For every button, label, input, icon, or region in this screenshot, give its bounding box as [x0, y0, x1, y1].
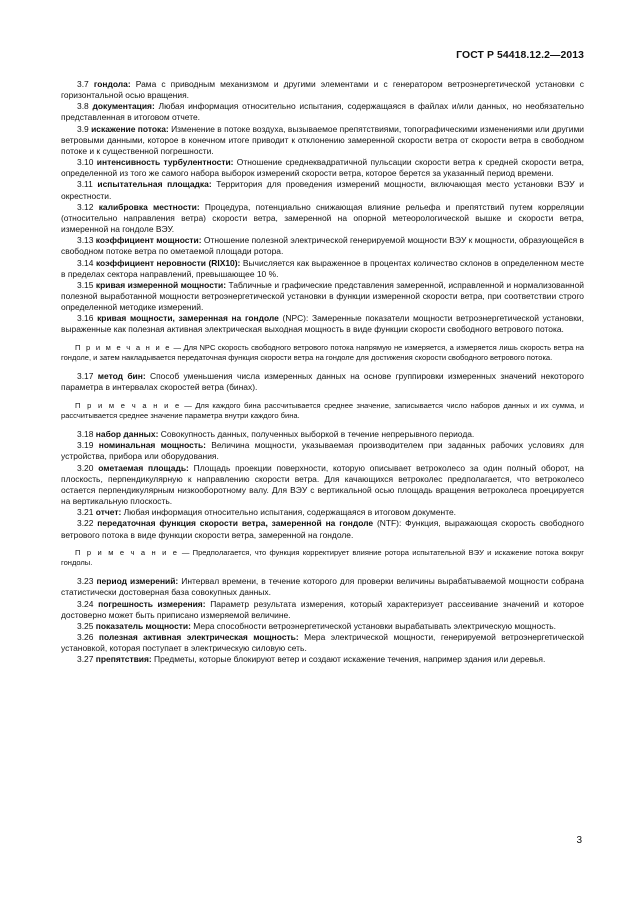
definition-item — [61, 440, 584, 462]
note-label: П р и м е ч а н и е — [75, 342, 172, 352]
clause-number: 3.12 — [77, 201, 94, 212]
note-text: — Для каждого бина рассчитывается среднее значение, записывается число наборов данных и их сумма, и рассчитывается среднее значение параметра внутри каждого бина. — [61, 400, 584, 421]
definition-text: Площадь проекции поверхности, которую описывает ветроколесо за один полный оборот, на плоскость, перпендикулярную к направлению скорости ветра. Для качающихся ветроколес предполагается, что ветроколесо остается перпендикулярным низкооборотному валу. Для ВЭУ с вертикальной осью площадь вращения ветроколеса проецируется на вертикальную плоскость. — [61, 462, 584, 507]
definition-text: Табличные и графические представления замеренной, исправленной и нормализованной полезной выработанной мощности ветроэнергетической установки в функции измеренной скорости ветра, при соответствии строго определенной методике измерений. — [61, 279, 584, 313]
term: метод бин: — [97, 371, 146, 382]
document-header: ГОСТ Р 54418.12.2—2013 — [456, 50, 584, 61]
clause-number: 3.8 — [77, 101, 89, 112]
note — [61, 548, 584, 570]
clause-number: 3.22 — [77, 518, 94, 529]
definition-item — [61, 599, 584, 621]
clause-number: 3.10 — [77, 157, 94, 168]
clause-number: 3.18 — [77, 429, 94, 440]
term: испытательная площадка: — [97, 179, 212, 190]
definition-text: Интервал времени, в течение которого для проверки величины вырабатываемой мощности собрана статистически достоверная база совокупных данных. — [61, 576, 584, 598]
definition-text: Отношение среднеквадратичной пульсации скорости ветра к средней скорости ветра, определенной из того же самого набора выборок измерений скорости ветра, которое берется за указанный период времени. — [61, 157, 584, 179]
clause-number: 3.21 — [77, 507, 94, 518]
term: препятствия: — [95, 654, 152, 665]
definition-item — [61, 235, 584, 257]
term: коэффициент мощности: — [95, 235, 202, 246]
term: период измерений: — [96, 576, 179, 587]
definition-text: Параметр результата измерения, который характеризует рассеивание значений и которое достоверно может быть приписано измеряемой величине. — [61, 598, 584, 620]
term: ометаемая площадь: — [98, 462, 189, 473]
clause-number: 3.9 — [77, 123, 89, 134]
definition-item — [61, 202, 584, 235]
definition-text: Любая информация относительно испытания, содержащаяся в файлах и/или данных, но необязательно представленная в итоговом отчете. — [61, 101, 584, 123]
definition-item — [61, 258, 584, 280]
term: передаточная функция скорости ветра, замеренной на гондоле — [97, 518, 374, 529]
definition-text: Изменение в потоке воздуха, вызываемое препятствиями, топографическими изменениями или другими ветровыми данными, которое в конечном итоге приводит к отклонению замеренной скорости ветра от скорости ветра в свободном потоке и к существенной погрешности. — [61, 123, 584, 156]
clause-number: 3.14 — [77, 257, 94, 268]
definition-item — [61, 654, 584, 665]
definition-item — [61, 313, 584, 335]
definition-item — [61, 621, 584, 632]
clause-number: 3.15 — [77, 279, 94, 290]
note-label: П р и м е ч а н и е — [75, 547, 179, 557]
term: документация: — [92, 101, 155, 112]
term: коэффициент неровности (RIX10): — [95, 257, 241, 268]
clause-number: 3.17 — [77, 371, 94, 382]
term: полезная активная электрическая мощность: — [98, 632, 299, 643]
definition-item — [61, 429, 584, 440]
term: интенсивность турбулентности: — [96, 157, 234, 168]
clause-number: 3.24 — [77, 598, 94, 609]
definition-text: Мера способности ветроэнергетической установки вырабатывать электрическую мощность. — [190, 620, 557, 631]
definition-item — [61, 280, 584, 313]
definition-item — [61, 179, 584, 201]
definition-text: (NTF): Функция, выражающая скорость свободного ветрового потока в виде функции скорости ветра, замеренной на гондоле. — [61, 518, 584, 540]
note — [61, 401, 584, 423]
definition-text: Вычисляется как выраженное в процентах количество склонов в определенном месте в пределах сектора направлений, превышающее 10 %. — [61, 257, 584, 279]
note-text: — Предполагается, что функция корректирует влияние ротора испытательной ВЭУ и искажение потока вокруг гондолы. — [61, 547, 584, 568]
note — [61, 343, 584, 365]
definition-text: Совокупность данных, полученных выборкой в течение непрерывного периода. — [158, 429, 475, 440]
term: погрешность измерения: — [98, 598, 206, 609]
term: гондола: — [93, 79, 131, 89]
clause-number: 3.11 — [77, 179, 93, 190]
note-text: — Для NPC скорость свободного ветрового потока напрямую не измеряется, а измеряется лишь скорость ветра на гондоле, и затем накладывается передаточная функция скорости ветра на гондоле для достижения скорости свободного ветрового потока. — [61, 342, 584, 363]
definition-item — [61, 101, 584, 123]
definition-text: Любая информация относительно испытания, содержащаяся в итоговом документе. — [121, 507, 456, 518]
definition-text: Рама с приводным механизмом и другими элементами и с генератором ветроэнергетической установки с горизонтальной осью вращения. — [61, 79, 584, 101]
document-body — [61, 79, 584, 666]
definition-item — [61, 124, 584, 157]
clause-number: 3.26 — [77, 632, 94, 643]
definition-text: Территория для проведения измерений мощности, включающая место установки ВЭУ и окрестности. — [61, 179, 584, 201]
definition-text: Величина мощности, указываемая производителем при заданных рабочих условиях для устройства, прибора или оборудования. — [61, 440, 584, 462]
definition-item — [61, 576, 584, 598]
definition-text: Способ уменьшения числа измеренных данных на основе группировки измеренных значений некоторого параметра в интервалах скоростей ветра (бинах). — [61, 371, 584, 393]
clause-number: 3.19 — [77, 440, 94, 451]
definition-item — [61, 632, 584, 654]
term: номинальная мощность: — [98, 440, 206, 451]
term: кривая мощности, замеренная на гондоле — [97, 313, 279, 324]
term: набор данных: — [95, 429, 159, 440]
clause-number: 3.13 — [77, 235, 94, 246]
definition-item — [61, 157, 584, 179]
term: искажение потока: — [91, 123, 169, 134]
definition-text: (NPC): Замеренные показатели мощности ветроэнергетической установки, выраженные как полезная активная электрическая выходная мощность в виде функции скорости свободного ветрового потока. — [61, 313, 584, 335]
page-number: 3 — [576, 835, 582, 846]
term: калибровка местности: — [98, 201, 200, 212]
definition-text: Отношение полезной электрической генерируемой мощности ВЭУ к мощности, образующейся в свободном потоке ветра по ометаемой площади ротора. — [61, 235, 584, 257]
clause-number: 3.27 — [77, 654, 94, 665]
definition-text: Процедура, потенциально снижающая влияние рельефа и препятствий путем корреляции (относительно направления ветра) скорости ветра, замеренной на опорной метеорологической вышке и скорости ветра, измеренной на гондоле ВЭУ. — [61, 201, 584, 235]
definition-item — [61, 79, 584, 101]
term: отчет: — [95, 507, 122, 518]
definition-item — [61, 507, 584, 518]
clause-number: 3.25 — [77, 620, 94, 631]
definition-text: Мера электрической мощности, генерируемой ветроэнергетической установкой, которая поступает в электрическую силовую сеть. — [61, 632, 584, 654]
definition-item — [61, 371, 584, 393]
definition-text: Предметы, которые блокируют ветер и создают искажение течения, например здания или деревья. — [151, 654, 546, 665]
term: кривая измеренной мощности: — [95, 279, 227, 290]
clause-number: 3.23 — [77, 576, 94, 587]
clause-number: 3.16 — [77, 313, 94, 324]
clause-number: 3.20 — [77, 462, 94, 473]
note-label: П р и м е ч а н и е — [75, 400, 181, 410]
definition-item — [61, 518, 584, 540]
term: показатель мощности: — [95, 620, 191, 631]
clause-number: 3.7 — [77, 79, 89, 89]
definition-item — [61, 463, 584, 508]
